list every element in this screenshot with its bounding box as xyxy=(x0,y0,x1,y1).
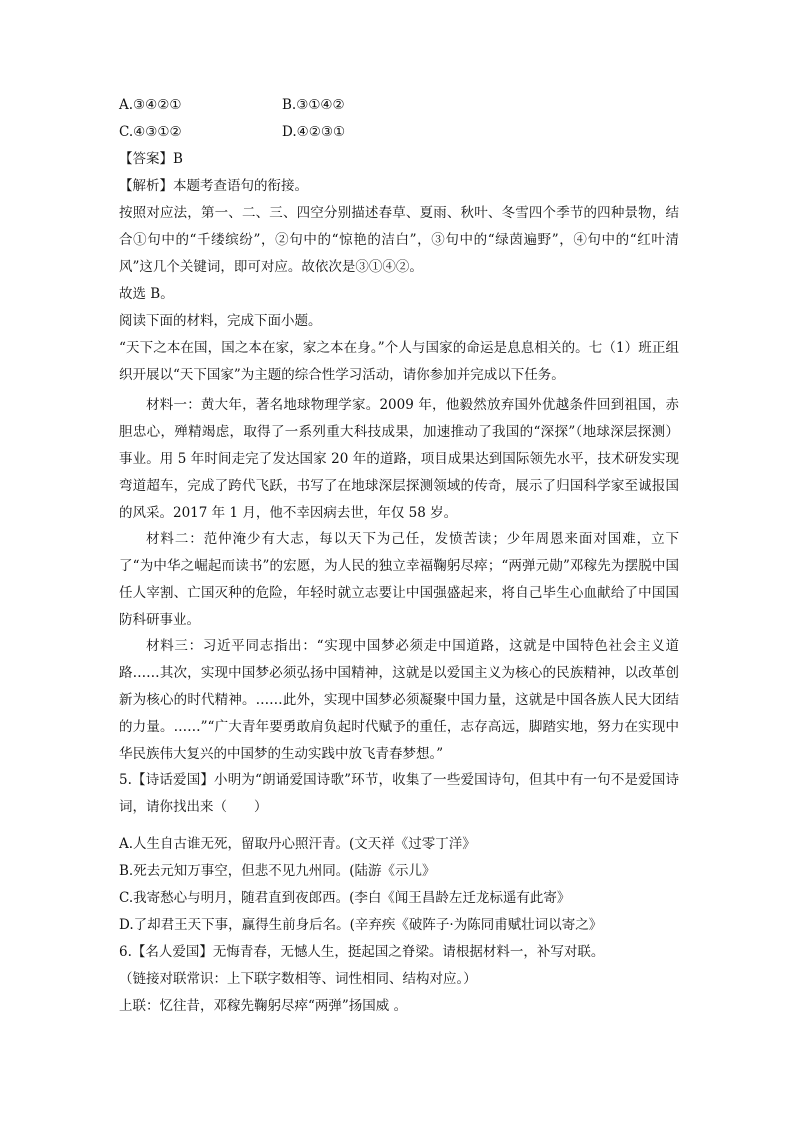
material-2: 材料二：范仲淹少有大志，每以天下为己任，发愤苦读；少年周恩来面对国难，立下了“为中华之崛起而读书”的宏愿，为人民的独立幸福鞠躬尽瘁；“两弹元勋”邓稼先为摆脱中国任人宰割、亡国灭种的危险，年轻时就立志要让中国强盛起来，将自己毕生心血献给了中国国防科研事业。 xyxy=(119,531,679,628)
option-c: C.④③①② xyxy=(119,124,182,140)
q4-answer: 【答案】B xyxy=(119,151,183,167)
q4-option-row-2 xyxy=(119,122,346,142)
q6-note: （链接对联常识：上下联字数相等、词性相同、结构对应。） xyxy=(119,971,477,987)
q5-option-a: A.人生自古谁无死，留取丹心照汗青。(文天祥《过零丁洋》 xyxy=(119,836,476,852)
option-a: A.③④②① xyxy=(119,97,182,113)
q6-couplet: 上联：忆往昔，邓稼先鞠躬尽瘁“两弹”扬国威 。 xyxy=(119,998,408,1014)
q4-option-row-1 xyxy=(119,95,345,115)
reading-intro: “天下之本在国，国之本在家，家之本在身。”个人与国家的命运是息息相关的。七（1）班正组织开展以“天下国家”为主题的综合性学习活动，请你参加并完成以下任务。 xyxy=(119,340,679,383)
material-3: 材料三：习近平同志指出：“实现中国梦必须走中国道路，这就是中国特色社会主义道路……其次，实现中国梦必须弘扬中国精神，这就是以爱国主义为核心的民族精神，以改革创新为核心的时代精神。……此外，实现中国梦必须凝聚中国力量，这就是中国各族人民大团结的力量。……”“广大青年要勇敢肩负起时代赋予的重任，志存高远，脚踏实地，努力在实现中华民族伟大复兴的中国梦的生动实践中放飞青春梦想。” xyxy=(119,638,679,762)
option-d: D.④②③① xyxy=(282,124,346,140)
q4-analysis-body: 按照对应法，第一、二、三、四空分别描述春草、夏雨、秋叶、冬雪四个季节的四种景物，结合①句中的“千缕缤纷”，②句中的“惊艳的洁白”，③句中的“绿茵遍野”，④句中的“红叶清风”这几个关键词，即可对应。故依次是③①④②。 xyxy=(119,205,679,275)
q5-stem: 5.【诗话爱国】小明为“朗诵爱国诗歌”环节，收集了一些爱国诗句，但其中有一句不是爱国诗词，请你找出来（ ） xyxy=(119,772,679,815)
material-1: 材料一：黄大年，著名地球物理学家。2009 年，他毅然放弃国外优越条件回到祖国，赤胆忠心，殚精竭虑，取得了一系列重大科技成果，加速推动了我国的“深探”（地球深层探测）事业。用 5 年时间走完了发达国家 20 年的道路，项目成果达到国际领先水平，技术研发实现弯道超车，完成了跨代飞跃，书写了在地球深层探测领域的传奇，展示了归国科学家至诚报国的风采。2017 年 1 月，他不幸因病去世，年仅 58 岁。 xyxy=(119,397,679,521)
reading-instruction: 阅读下面的材料，完成下面小题。 xyxy=(119,313,322,329)
q6-stem: 6.【名人爱国】无悔青春，无憾人生，挺起国之脊梁。请根据材料一，补写对联。 xyxy=(119,944,605,960)
q4-conclusion: 故选 B。 xyxy=(119,286,174,302)
q4-analysis-head: 【解析】本题考查语句的衔接。 xyxy=(119,178,308,194)
option-b: B.③①④② xyxy=(282,97,345,113)
q5-option-c: C.我寄愁心与明月，随君直到夜郎西。(李白《闻王昌龄左迁龙标遥有此寄》 xyxy=(119,890,571,906)
q5-option-b: B.死去元知万事空，但悲不见九州同。(陆游《示儿》 xyxy=(119,863,436,879)
q5-option-d: D.了却君王天下事，赢得生前身后名。(辛弃疾《破阵子·为陈同甫赋壮词以寄之》 xyxy=(119,917,603,933)
